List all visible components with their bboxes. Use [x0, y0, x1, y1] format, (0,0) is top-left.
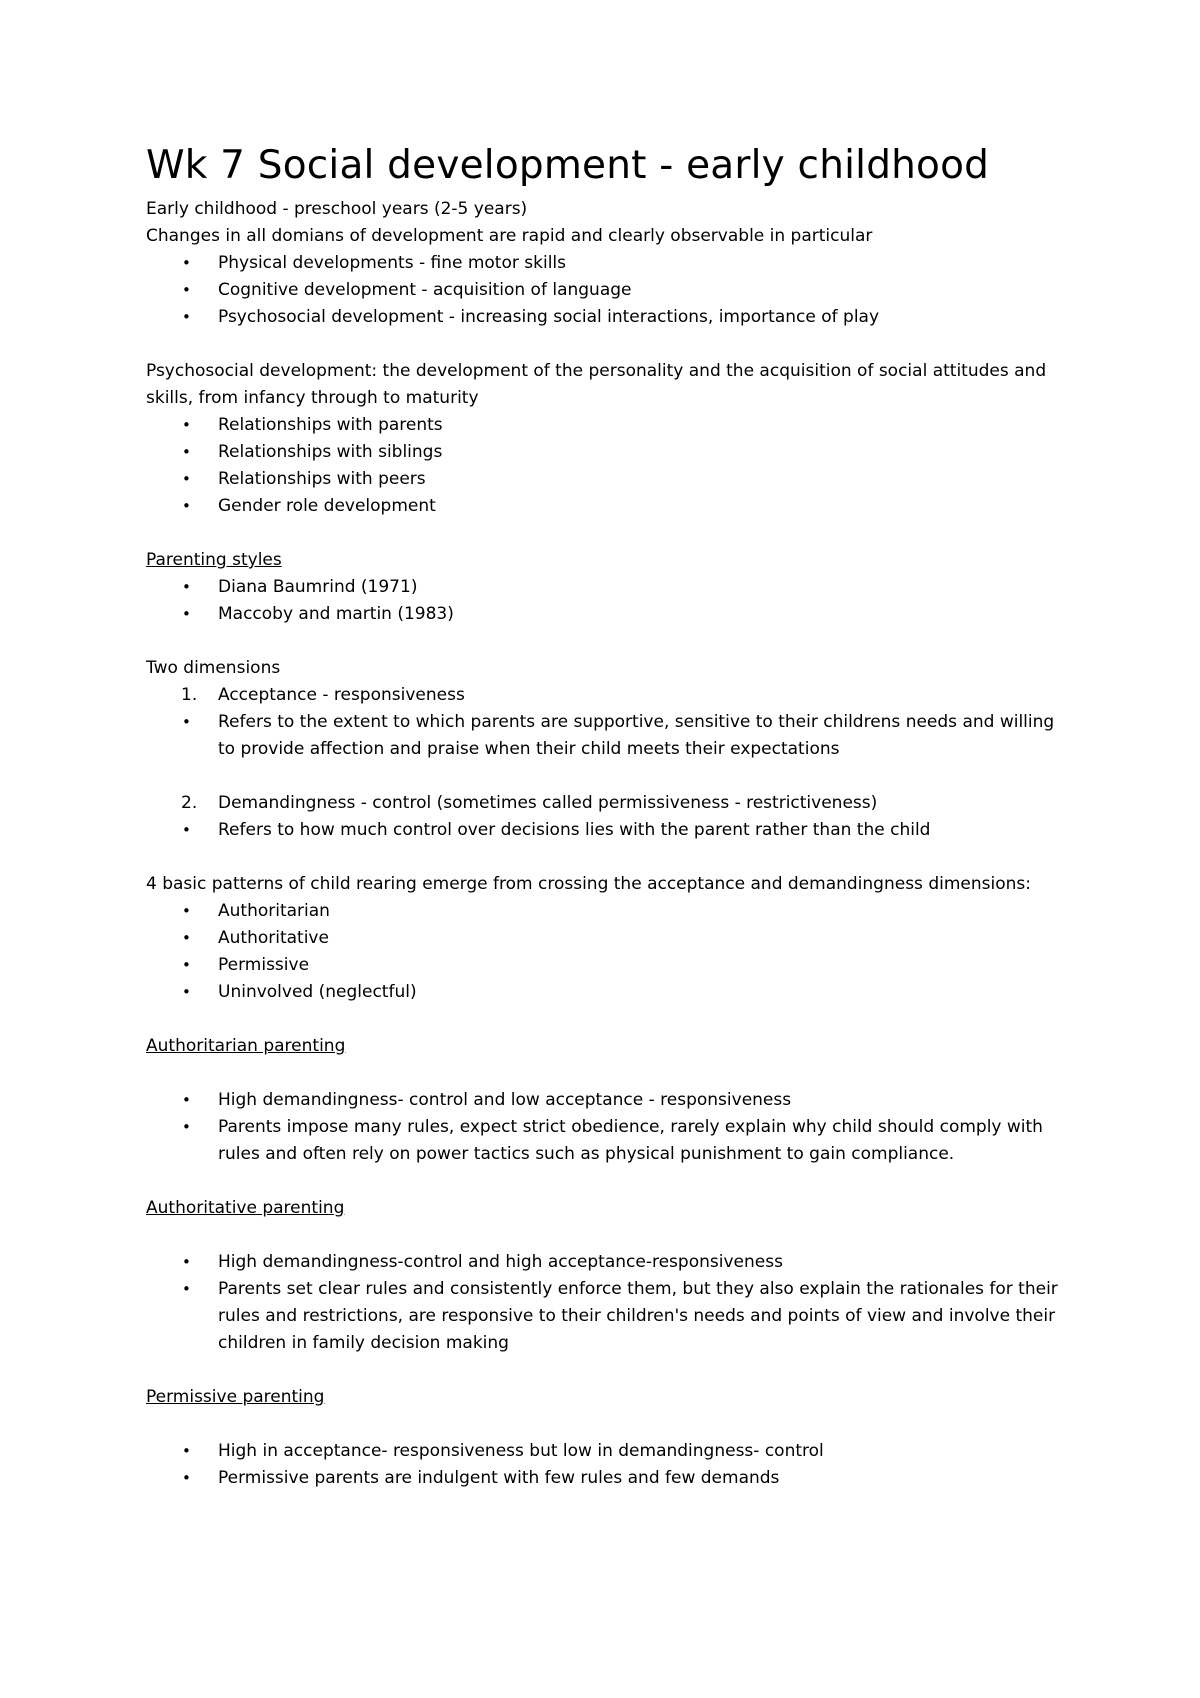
item-number: 2. — [181, 793, 198, 813]
patterns-list — [146, 898, 1076, 1006]
spacer — [146, 1222, 1076, 1249]
bullet-icon: • — [182, 416, 191, 434]
section-heading-authoritarian: Authoritarian parenting — [146, 1036, 346, 1056]
list-item: • Permissive parents are indulgent with few rules and few demands — [146, 1465, 1076, 1492]
spacer — [146, 844, 1076, 871]
spacer — [146, 331, 1076, 358]
list-item: • Maccoby and martin (1983) — [146, 601, 1076, 628]
spacer — [146, 520, 1076, 547]
page-title: Wk 7 Social development - early childhood — [146, 143, 990, 188]
numbered-item: 1. Acceptance - responsiveness — [146, 682, 1076, 709]
list-item: • Permissive — [146, 952, 1076, 979]
permissive-list — [146, 1438, 1076, 1492]
bullet-icon: • — [182, 281, 191, 299]
section-heading-authoritative: Authoritative parenting — [146, 1198, 345, 1218]
intro-list — [146, 250, 1076, 331]
intro-line: Early childhood - preschool years (2-5 years) — [146, 199, 528, 219]
list-item: • Refers to the extent to which parents are supportive, sensitive to their childrens needs and willing to provide affection and praise when their child meets their expectations — [146, 709, 1076, 763]
list-item: • Relationships with peers — [146, 466, 1076, 493]
dimension-description-list — [146, 709, 1076, 763]
spacer — [146, 628, 1076, 655]
bullet-icon: • — [182, 983, 191, 1001]
spacer — [146, 1006, 1076, 1033]
bullet-icon: • — [182, 1091, 191, 1109]
list-item: • Authoritarian — [146, 898, 1076, 925]
list-item: • Relationships with parents — [146, 412, 1076, 439]
list-item: • Psychosocial development - increasing social interactions, importance of play — [146, 304, 1076, 331]
list-item: • Gender role development — [146, 493, 1076, 520]
bullet-icon: • — [182, 902, 191, 920]
list-item: • High in acceptance- responsiveness but low in demandingness- control — [146, 1438, 1076, 1465]
bullet-icon: • — [182, 713, 191, 731]
list-item: • Relationships with siblings — [146, 439, 1076, 466]
document-body — [146, 142, 1076, 1492]
list-item: • High demandingness- control and low acceptance - responsiveness — [146, 1087, 1076, 1114]
spacer — [146, 1060, 1076, 1087]
dimension-description-list — [146, 817, 1076, 844]
parenting-styles-list — [146, 574, 1076, 628]
spacer — [146, 1357, 1076, 1384]
list-item: • Authoritative — [146, 925, 1076, 952]
psychosocial-definition: Psychosocial development: the development of the personality and the acquisition of social attitudes and skills, from infancy through to maturity — [146, 361, 1047, 408]
list-item: • Physical developments - fine motor skills — [146, 250, 1076, 277]
authoritative-list — [146, 1249, 1076, 1357]
list-item: • High demandingness-control and high acceptance-responsiveness — [146, 1249, 1076, 1276]
bullet-icon: • — [182, 1118, 191, 1136]
numbered-item: 2. Demandingness - control (sometimes called permissiveness - restrictiveness) — [146, 790, 1076, 817]
list-item: • Parents impose many rules, expect strict obedience, rarely explain why child should comply with rules and often rely on power tactics such as physical punishment to gain compliance. — [146, 1114, 1076, 1168]
spacer — [146, 763, 1076, 790]
spacer — [146, 1411, 1076, 1438]
bullet-icon: • — [182, 497, 191, 515]
bullet-icon: • — [182, 1253, 191, 1271]
list-item: • Refers to how much control over decisions lies with the parent rather than the child — [146, 817, 1076, 844]
list-item: • Cognitive development - acquisition of language — [146, 277, 1076, 304]
bullet-icon: • — [182, 956, 191, 974]
section-heading-dimensions: Two dimensions — [146, 658, 281, 678]
bullet-icon: • — [182, 443, 191, 461]
spacer — [146, 1168, 1076, 1195]
section-heading-parenting-styles: Parenting styles — [146, 550, 282, 570]
dimensions-list — [146, 790, 1076, 817]
bullet-icon: • — [182, 308, 191, 326]
item-number: 1. — [181, 685, 198, 705]
bullet-icon: • — [182, 821, 191, 839]
psychosocial-list — [146, 412, 1076, 520]
bullet-icon: • — [182, 929, 191, 947]
bullet-icon: • — [182, 254, 191, 272]
list-item: • Diana Baumrind (1971) — [146, 574, 1076, 601]
section-heading-permissive: Permissive parenting — [146, 1387, 325, 1407]
dimensions-list — [146, 682, 1076, 709]
bullet-icon: • — [182, 1442, 191, 1460]
bullet-icon: • — [182, 1280, 191, 1298]
bullet-icon: • — [182, 605, 191, 623]
patterns-intro: 4 basic patterns of child rearing emerge from crossing the acceptance and demandingness dimensions: — [146, 874, 1031, 894]
list-item: • Parents set clear rules and consistently enforce them, but they also explain the rationales for their rules and restrictions, are responsive to their children's needs and points of view and involve their children in family decision making — [146, 1276, 1076, 1357]
authoritarian-list — [146, 1087, 1076, 1168]
bullet-icon: • — [182, 578, 191, 596]
list-item: • Uninvolved (neglectful) — [146, 979, 1076, 1006]
bullet-icon: • — [182, 470, 191, 488]
intro-line: Changes in all domians of development are rapid and clearly observable in particular — [146, 226, 873, 246]
bullet-icon: • — [182, 1469, 191, 1487]
